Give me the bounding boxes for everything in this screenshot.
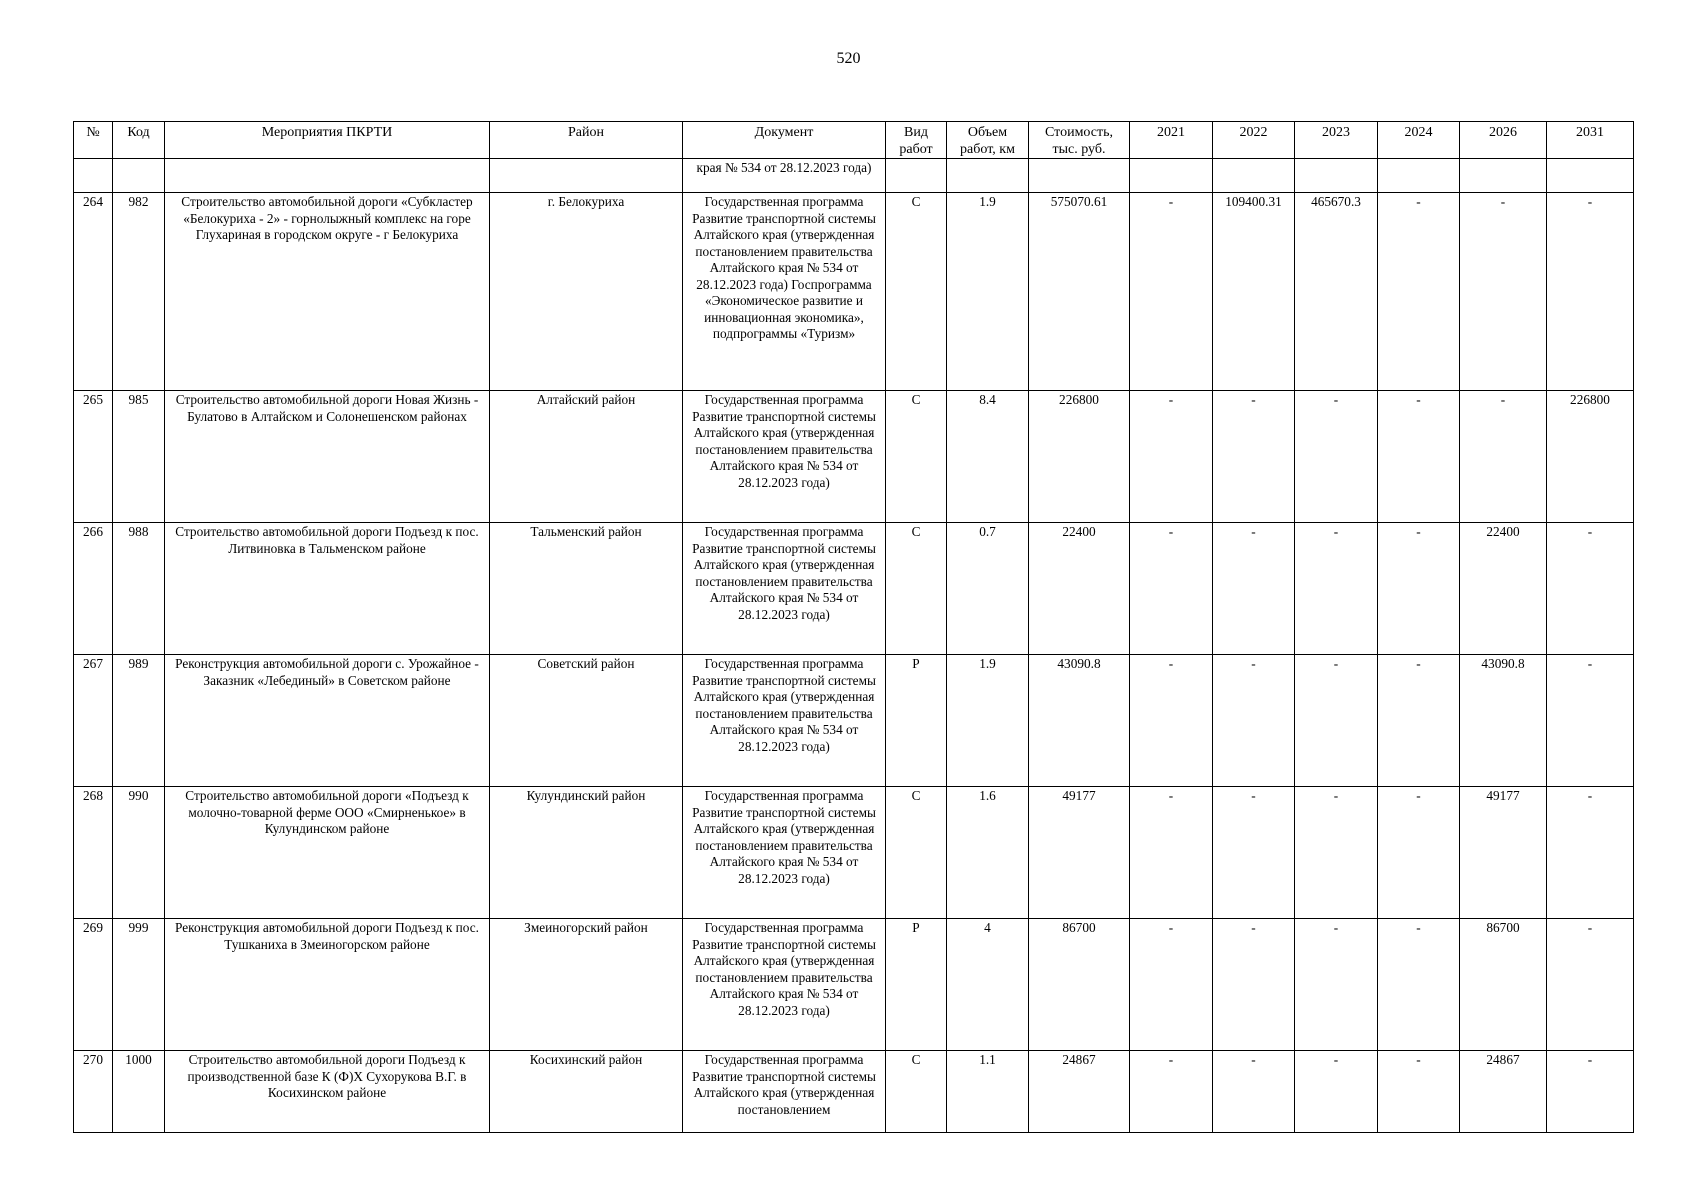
cell-2023: - <box>1295 391 1378 523</box>
cell-2021: - <box>1130 523 1213 655</box>
header-document: Документ <box>683 122 886 159</box>
cell-work-type: С <box>886 193 947 391</box>
cell-num: 266 <box>74 523 113 655</box>
cell-2031 <box>1547 159 1634 193</box>
header-num: № <box>74 122 113 159</box>
cell-2031: - <box>1547 655 1634 787</box>
header-2024: 2024 <box>1378 122 1460 159</box>
table-row <box>74 655 1634 787</box>
cell-cost: 22400 <box>1029 523 1130 655</box>
cell-2024: - <box>1378 193 1460 391</box>
cell-2023: - <box>1295 787 1378 919</box>
cell-2023: - <box>1295 655 1378 787</box>
cell-num: 264 <box>74 193 113 391</box>
cell-2026: 86700 <box>1460 919 1547 1051</box>
cell-2024: - <box>1378 391 1460 523</box>
cell-volume: 4 <box>947 919 1029 1051</box>
cell-2026: - <box>1460 193 1547 391</box>
cell-2022: - <box>1213 787 1295 919</box>
header-cost: Стоимость, тыс. руб. <box>1029 122 1130 159</box>
cell-num <box>74 159 113 193</box>
cell-2023: - <box>1295 523 1378 655</box>
cell-cost <box>1029 159 1130 193</box>
cell-volume: 1.9 <box>947 193 1029 391</box>
cell-2021: - <box>1130 391 1213 523</box>
cell-code <box>113 159 165 193</box>
cell-2031: - <box>1547 523 1634 655</box>
header-volume: Объем работ, км <box>947 122 1029 159</box>
cell-2031: - <box>1547 1051 1634 1133</box>
cell-2022: 109400.31 <box>1213 193 1295 391</box>
cell-2021: - <box>1130 1051 1213 1133</box>
cell-volume: 0.7 <box>947 523 1029 655</box>
cell-district: Кулундинский район <box>490 787 683 919</box>
cell-volume <box>947 159 1029 193</box>
cell-2031: 226800 <box>1547 391 1634 523</box>
cell-district: Алтайский район <box>490 391 683 523</box>
page-number: 520 <box>836 50 861 67</box>
cell-document: Государственная программа Развитие транспортной системы Алтайского края (утвержденная постановлением правительства Алтайского края № 534 от 28.12.2023 года) <box>683 391 886 523</box>
table-row <box>74 919 1634 1051</box>
header-2031: 2031 <box>1547 122 1634 159</box>
cell-2031: - <box>1547 193 1634 391</box>
cell-work-type: Р <box>886 655 947 787</box>
cell-work-type: С <box>886 787 947 919</box>
cell-2022 <box>1213 159 1295 193</box>
header-work-type: Вид работ <box>886 122 947 159</box>
cell-document: Государственная программа Развитие транспортной системы Алтайского края (утвержденная постановлением правительства Алтайского края № 534 от 28.12.2023 года) <box>683 523 886 655</box>
cell-code: 999 <box>113 919 165 1051</box>
table-row <box>74 1051 1634 1133</box>
cell-measure: Реконструкция автомобильной дороги Подъезд к пос. Тушканиха в Змеиногорском районе <box>165 919 490 1051</box>
header-district: Район <box>490 122 683 159</box>
cell-2023: - <box>1295 919 1378 1051</box>
cell-2024: - <box>1378 919 1460 1051</box>
header-measure: Мероприятия ПКРТИ <box>165 122 490 159</box>
cell-district <box>490 159 683 193</box>
cell-2024: - <box>1378 787 1460 919</box>
cell-volume: 1.9 <box>947 655 1029 787</box>
cell-2026: 43090.8 <box>1460 655 1547 787</box>
header-2022: 2022 <box>1213 122 1295 159</box>
cell-2022: - <box>1213 919 1295 1051</box>
table-row <box>74 523 1634 655</box>
cell-measure: Строительство автомобильной дороги «Подъезд к молочно-товарной ферме ООО «Смирненькое» в Кулундинском районе <box>165 787 490 919</box>
header-code: Код <box>113 122 165 159</box>
cell-2026: - <box>1460 391 1547 523</box>
cell-district: Косихинский район <box>490 1051 683 1133</box>
cell-2021: - <box>1130 919 1213 1051</box>
cell-num: 265 <box>74 391 113 523</box>
cell-measure: Строительство автомобильной дороги Подъезд к пос. Литвиновка в Тальменском районе <box>165 523 490 655</box>
cell-document: Государственная программа Развитие транспортной системы Алтайского края (утвержденная постановлением правительства Алтайского края № 534 от 28.12.2023 года) <box>683 655 886 787</box>
cell-district: Змеиногорский район <box>490 919 683 1051</box>
cell-2024: - <box>1378 523 1460 655</box>
cell-2021: - <box>1130 787 1213 919</box>
cell-volume: 8.4 <box>947 391 1029 523</box>
cell-2021: - <box>1130 655 1213 787</box>
table-row <box>74 391 1634 523</box>
roads-table <box>73 121 1634 1133</box>
cell-measure: Строительство автомобильной дороги Новая Жизнь - Булатово в Алтайском и Солонешенском районах <box>165 391 490 523</box>
cell-work-type: С <box>886 523 947 655</box>
cell-cost: 49177 <box>1029 787 1130 919</box>
cell-2022: - <box>1213 1051 1295 1133</box>
cell-measure: Строительство автомобильной дороги Подъезд к производственной базе К (Ф)Х Сухорукова В.Г. в Косихинском районе <box>165 1051 490 1133</box>
cell-num: 270 <box>74 1051 113 1133</box>
cell-volume: 1.1 <box>947 1051 1029 1133</box>
cell-code: 989 <box>113 655 165 787</box>
table-row-continuation <box>74 159 1634 193</box>
table-row <box>74 787 1634 919</box>
cell-measure: Реконструкция автомобильной дороги с. Урожайное - Заказник «Лебединый» в Советском районе <box>165 655 490 787</box>
cell-2023: - <box>1295 1051 1378 1133</box>
cell-code: 985 <box>113 391 165 523</box>
cell-2022: - <box>1213 391 1295 523</box>
header-2021: 2021 <box>1130 122 1213 159</box>
cell-code: 982 <box>113 193 165 391</box>
cell-measure: Строительство автомобильной дороги «Субкластер «Белокуриха - 2» - горнолыжный комплекс на горе Глухариная в городском округе - г Белокуриха <box>165 193 490 391</box>
cell-2024: - <box>1378 1051 1460 1133</box>
cell-district: Советский район <box>490 655 683 787</box>
cell-2022: - <box>1213 655 1295 787</box>
cell-cost: 43090.8 <box>1029 655 1130 787</box>
cell-cost: 575070.61 <box>1029 193 1130 391</box>
cell-2026: 49177 <box>1460 787 1547 919</box>
cell-volume: 1.6 <box>947 787 1029 919</box>
header-2023: 2023 <box>1295 122 1378 159</box>
cell-code: 1000 <box>113 1051 165 1133</box>
cell-document: Государственная программа Развитие транспортной системы Алтайского края (утвержденная постановлением правительства Алтайского края № 534 от 28.12.2023 года) <box>683 919 886 1051</box>
cell-num: 267 <box>74 655 113 787</box>
cell-document: Государственная программа Развитие транспортной системы Алтайского края (утвержденная постановлением <box>683 1051 886 1133</box>
cell-code: 990 <box>113 787 165 919</box>
cell-2024: - <box>1378 655 1460 787</box>
cell-2021: - <box>1130 193 1213 391</box>
cell-work-type: С <box>886 1051 947 1133</box>
cell-document: Государственная программа Развитие транспортной системы Алтайского края (утвержденная постановлением правительства Алтайского края № 534 от 28.12.2023 года) <box>683 787 886 919</box>
cell-work-type <box>886 159 947 193</box>
cell-2023 <box>1295 159 1378 193</box>
header-2026: 2026 <box>1460 122 1547 159</box>
cell-work-type: С <box>886 391 947 523</box>
cell-district: г. Белокуриха <box>490 193 683 391</box>
cell-2026: 22400 <box>1460 523 1547 655</box>
cell-2026: 24867 <box>1460 1051 1547 1133</box>
cell-code: 988 <box>113 523 165 655</box>
cell-2031: - <box>1547 919 1634 1051</box>
cell-document: края № 534 от 28.12.2023 года) <box>683 159 886 193</box>
cell-district: Тальменский район <box>490 523 683 655</box>
cell-cost: 86700 <box>1029 919 1130 1051</box>
cell-2024 <box>1378 159 1460 193</box>
cell-num: 269 <box>74 919 113 1051</box>
cell-num: 268 <box>74 787 113 919</box>
cell-2026 <box>1460 159 1547 193</box>
cell-2023: 465670.3 <box>1295 193 1378 391</box>
header-row <box>74 122 1634 159</box>
table-row <box>74 193 1634 391</box>
cell-2031: - <box>1547 787 1634 919</box>
cell-work-type: Р <box>886 919 947 1051</box>
cell-cost: 226800 <box>1029 391 1130 523</box>
cell-measure <box>165 159 490 193</box>
cell-2022: - <box>1213 523 1295 655</box>
cell-2021 <box>1130 159 1213 193</box>
cell-cost: 24867 <box>1029 1051 1130 1133</box>
cell-document: Государственная программа Развитие транспортной системы Алтайского края (утвержденная постановлением правительства Алтайского края № 534 от 28.12.2023 года) Госпрограмма «Экономическое развитие и инновационная экономика», подпрограммы «Туризм» <box>683 193 886 391</box>
